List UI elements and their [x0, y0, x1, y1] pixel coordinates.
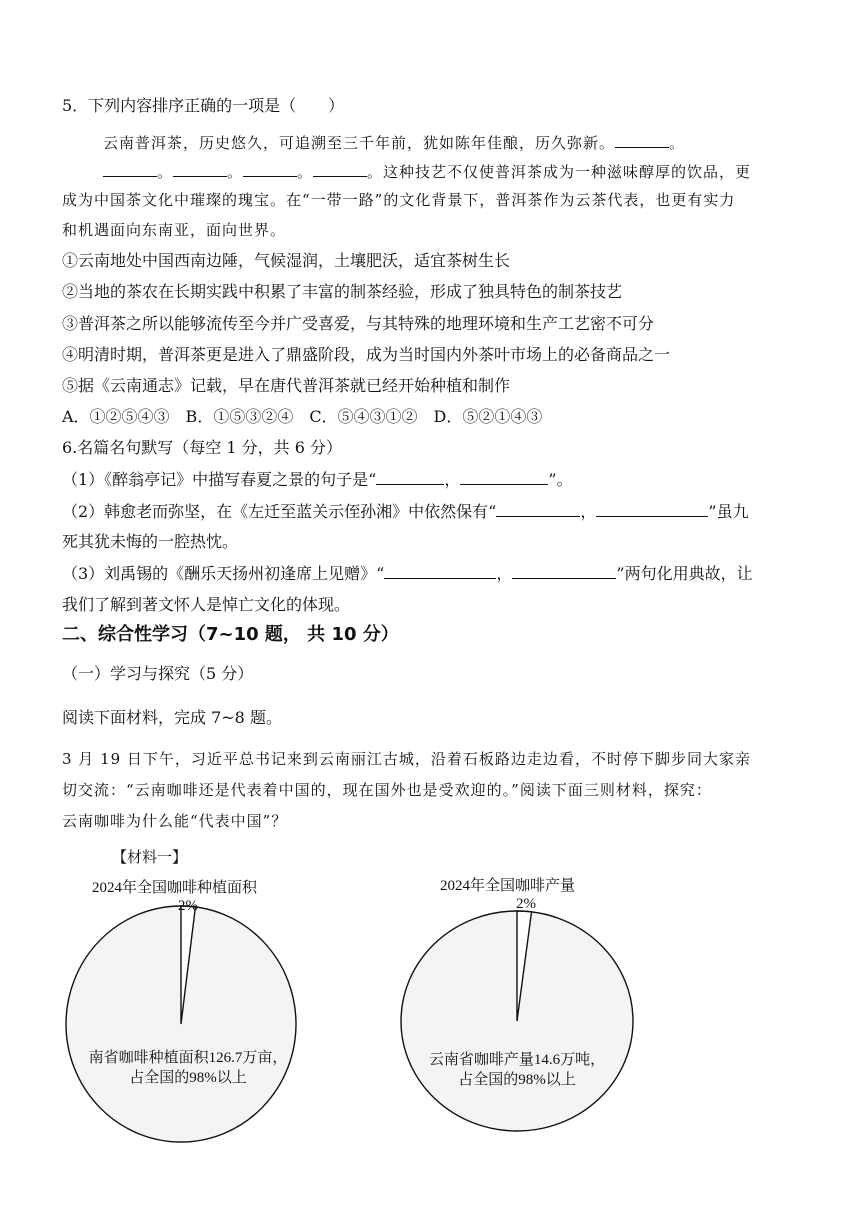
blank — [313, 160, 367, 177]
q6-sub3-cont: 我们了解到著文怀人是悼亡文化的体现。 — [62, 595, 351, 614]
q5-para1: 云南普洱茶，历史悠久，可追溯至三千年前，犹如陈年佳酿，历久弥新。 。 — [103, 131, 685, 154]
blank — [596, 500, 708, 517]
chart2-main-label — [412, 1050, 622, 1090]
chart1-small-label: 2% — [178, 898, 198, 914]
chart2-small-label: 2% — [516, 896, 536, 912]
blank — [173, 160, 227, 177]
blank — [103, 160, 157, 177]
q5-item-2: ②当地的茶农在长期实践中积累了丰富的制茶经验，形成了独具特色的制茶技艺 — [62, 282, 623, 301]
chart1-title: 2024年全国咖啡种植面积 — [92, 880, 258, 896]
q5-options: A．①②⑤④③ B．①⑤③②④ C．⑤④③①② D．⑤②①④③ — [62, 407, 543, 426]
chart1-main-label-2: 占全国的98%以上 — [129, 1070, 247, 1086]
chart1-main-label-1: 南省咖啡种植面积126.7万亩， — [88, 1050, 288, 1066]
q6-sub2-text: （2）韩愈老而弥坚，在《左迁至蓝关示侄孙湘》中依然保有“ — [62, 502, 497, 521]
q6-sub3-text: （3）刘禹锡的《酬乐天扬州初逢席上见赠》“ — [62, 564, 385, 583]
chart2-main-label-2: 占全国的98%以上 — [458, 1072, 576, 1088]
chart2-title: 2024年全国咖啡产量 — [440, 878, 576, 894]
q6-stem: 6.名篇名句默写（每空 1 分，共 6 分） — [62, 438, 342, 457]
section2-instr: 阅读下面材料，完成 7~8 题。 — [62, 708, 282, 727]
q5-item-4: ④明清时期，普洱茶更是进入了鼎盛阶段，成为当时国内外茶叶市场上的必备商品之一 — [62, 345, 671, 364]
blank — [512, 562, 616, 579]
q5-item-3: ③普洱茶之所以能够流传至今并广受喜爱，与其特殊的地理环境和生产工艺密不可分 — [62, 314, 655, 333]
intro-line-2: 切交流：“云南咖啡还是代表着中国的，现在国外也是受欢迎的。”阅读下面三则材料，探究： — [62, 781, 712, 799]
q6-sub1: （1）《醉翁亭记》中描写春夏之景的句子是“ ， ”。 — [62, 470, 573, 489]
blank — [615, 131, 669, 148]
blank — [384, 562, 496, 579]
chart1-pie — [64, 904, 299, 1144]
blank — [376, 468, 444, 485]
q6-sub1-text: （1）《醉翁亭记》中描写春夏之景的句子是“ — [62, 470, 377, 489]
chart2-main-label-1: 云南省咖啡产量14.6万吨， — [428, 1052, 606, 1068]
q6-sub1-end: ”。 — [548, 470, 573, 489]
blank — [243, 160, 297, 177]
section2-title: 二、综合性学习（7~10 题， 共 10 分） — [62, 624, 399, 645]
q6-sub3-end: ”两句化用典故，让 — [616, 564, 753, 583]
q6-sub2-end: ”虽九 — [708, 502, 749, 521]
blank — [460, 468, 548, 485]
q6-sub3: （3）刘禹锡的《酬乐天扬州初逢席上见赠》“ ， ”两句化用典故，让 — [62, 564, 753, 583]
q5-para2-text: 。这种技艺不仅使普洱茶成为一种滋味醇厚的饮品，更 — [367, 163, 752, 181]
material-label: 【材料一】 — [112, 848, 188, 866]
q5-para3: 成为中国茶文化中璀璨的瑰宝。在“一带一路”的文化背景下，普洱茶作为云茶代表，也更有实力 — [62, 191, 736, 209]
chart2-pie — [400, 909, 635, 1134]
section2-sub1: （一）学习与探究（5 分） — [62, 664, 254, 683]
intro-line-1: 3 月 19 日下午，习近平总书记来到云南丽江古城，沿着石板路边走边看，不时停下脚步同大家亲 — [62, 750, 751, 768]
q6-sub2-cont: 死其犹未悔的一腔热忱。 — [62, 532, 239, 551]
q5-para1-text: 云南普洱茶，历史悠久，可追溯至三千年前，犹如陈年佳酿，历久弥新。 — [103, 134, 616, 152]
blank — [496, 500, 580, 517]
q5-para2: 。 。 。 。这种技艺不仅使普洱茶成为一种滋味醇厚的饮品，更 — [103, 160, 751, 183]
intro-line-3: 云南咖啡为什么能“代表中国”？ — [62, 812, 288, 830]
chart1-main-label — [70, 1048, 306, 1088]
q5-para4: 和机遇面向东南亚，面向世界。 — [62, 221, 287, 239]
q5-item-1: ①云南地处中国西南边陲，气候湿润，土壤肥沃，适宜茶树生长 — [62, 251, 511, 270]
q5-item-5: ⑤据《云南通志》记载，早在唐代普洱茶就已经开始种植和制作 — [62, 376, 511, 395]
q6-sub2: （2）韩愈老而弥坚，在《左迁至蓝关示侄孙湘》中依然保有“ ， ”虽九 — [62, 502, 749, 521]
q5-stem: 5．下列内容排序正确的一项是（ ） — [62, 96, 345, 115]
